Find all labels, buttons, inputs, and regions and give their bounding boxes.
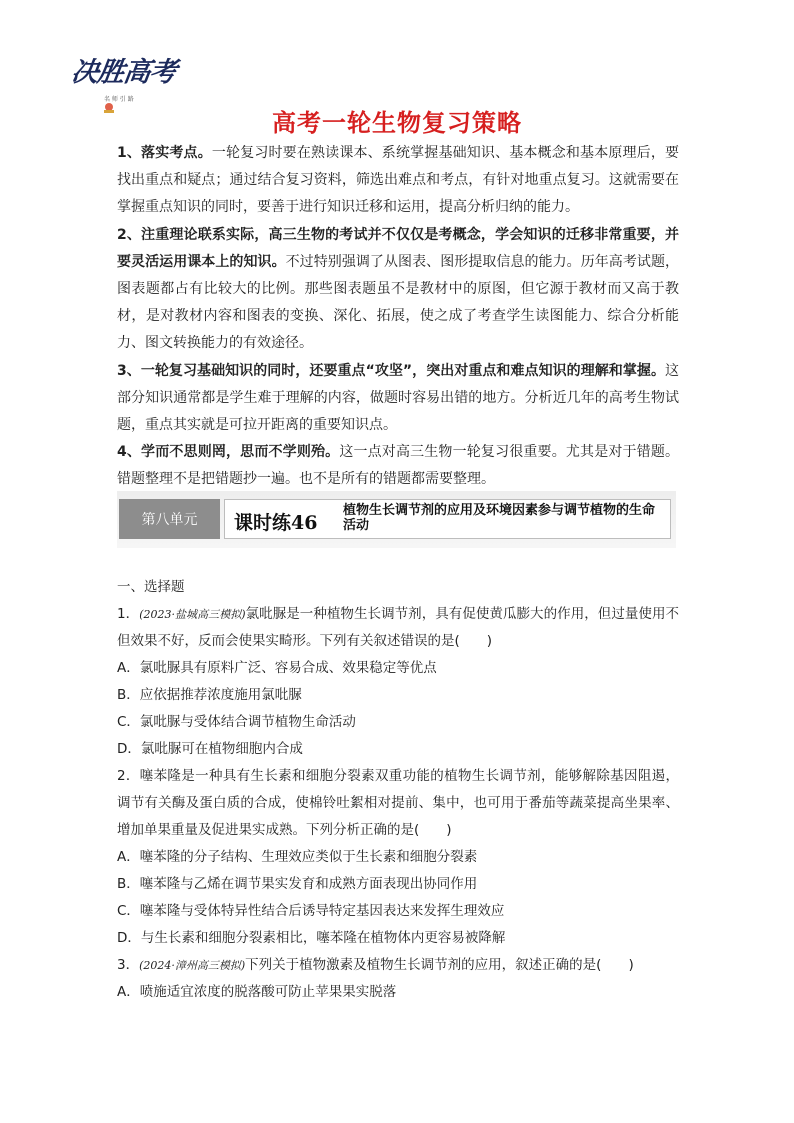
question-option: D．与生长素和细胞分裂素相比，噻苯隆在植物体内更容易被降解 bbox=[117, 930, 506, 946]
question-source: (2023·盐城高三模拟) bbox=[139, 608, 246, 621]
strategy-item bbox=[117, 358, 679, 440]
question-option: A．喷施适宜浓度的脱落酸可防止苹果果实脱落 bbox=[117, 984, 397, 1000]
strategy-list bbox=[117, 140, 679, 494]
strategy-lead: 2、注重理论联系实际，高三生物的考试并不仅仅是考概念，学会知识的迁移非常重要，并要灵活运用课本上的知识。 bbox=[117, 226, 679, 270]
question-option: C．氯吡脲与受体结合调节植物生命活动 bbox=[117, 714, 356, 730]
strategy-item bbox=[117, 140, 679, 222]
question-number: 1． bbox=[117, 606, 140, 622]
strategy-item bbox=[117, 222, 679, 358]
strategy-body: 这一点对高三生物一轮复习很重要。尤其是对于错题。错题整理不是把错题抄一遍。也不是所有的错题都需要整理。 bbox=[117, 444, 679, 488]
question-option: B．噻苯隆与乙烯在调节果实发育和成熟方面表现出协同作用 bbox=[117, 876, 478, 892]
lesson-banner bbox=[117, 491, 676, 548]
question-text: 下列关于植物激素及植物生长调节剂的应用，叙述正确的是( ) bbox=[245, 957, 634, 973]
question-stem bbox=[117, 952, 679, 979]
lesson-header bbox=[224, 499, 671, 539]
question-option: A．氯吡脲具有原料广泛、容易合成、效果稳定等优点 bbox=[117, 660, 437, 676]
strategy-body: 一轮复习时要在熟读课本、系统掌握基础知识、基本概念和基本原理后，要找出重点和疑点；通过结合复习资料，筛选出难点和考点，有针对地重点复习。这就需要在掌握重点知识的同时，要善于进行知识迁移和运用，提高分析归纳的能力。 bbox=[117, 145, 680, 216]
question-source: (2024·漳州高三模拟) bbox=[139, 959, 246, 972]
logo-text: 决胜高考 bbox=[69, 57, 178, 88]
unit-tag: 第八单元 bbox=[119, 499, 220, 539]
strategy-body: 这部分知识通常都是学生难于理解的内容，做题时容易出错的地方。分析近几年的高考生物试题，重点其实就是可拉开距离的重要知识点。 bbox=[117, 362, 679, 434]
question-text: 噻苯隆是一种具有生长素和细胞分裂素双重功能的植物生长调节剂，能够解除基因阻遏，调节有关酶及蛋白质的合成，使棉铃吐絮相对提前、集中，也可用于番茄等蔬菜提高坐果率、增加单果重量及促进果实成熟。下列分析正确的是( ) bbox=[117, 768, 680, 838]
section-title: 一、选择题 bbox=[117, 579, 185, 595]
page-title: 高考一轮生物复习策略 bbox=[272, 109, 522, 137]
question-stem bbox=[117, 601, 679, 655]
question-list bbox=[117, 574, 679, 1006]
strategy-item bbox=[117, 439, 679, 493]
strategy-body: 不过特别强调了从图表、图形提取信息的能力。历年高考试题，图表题都占有比较大的比例。那些图表题虽不是教材中的原图，但它源于教材而又高于教材，是对教材内容和图表的变换、深化、拓展，使之成了考查学生读图能力、综合分析能力、图文转换能力的有效途径。 bbox=[117, 253, 680, 352]
question-option: B．应依据推荐浓度施用氯吡脲 bbox=[117, 687, 302, 703]
strategy-lead: 3、一轮复习基础知识的同时，还要重点“攻坚”，突出对重点和难点知识的理解和掌握。 bbox=[117, 362, 665, 379]
question-option: C．噻苯隆与受体特异性结合后诱导特定基因表达来发挥生理效应 bbox=[117, 903, 505, 919]
strategy-lead: 1、落实考点。 bbox=[117, 145, 212, 161]
strategy-lead: 4、学而不思则罔，思而不学则殆。 bbox=[117, 444, 340, 461]
question-number: 2． bbox=[117, 768, 140, 784]
lesson-topic: 植物生长调节剂的应用及环境因素参与调节植物的生命活动 bbox=[343, 503, 656, 533]
question-text: 氯吡脲是一种植物生长调节剂，具有促使黄瓜膨大的作用，但过量使用不但效果不好，反而会使果实畸形。下列有关叙述错误的是( ) bbox=[117, 606, 680, 649]
lesson-number: 课时练46 bbox=[234, 512, 318, 534]
question-option: A．噻苯隆的分子结构、生理效应类似于生长素和细胞分裂素 bbox=[117, 849, 478, 865]
question-number: 3． bbox=[117, 957, 140, 973]
logo-subtext: 名 师 引 路 bbox=[104, 96, 134, 103]
question-stem bbox=[117, 763, 679, 844]
question-option: D．氯吡脲可在植物细胞内合成 bbox=[117, 741, 303, 757]
